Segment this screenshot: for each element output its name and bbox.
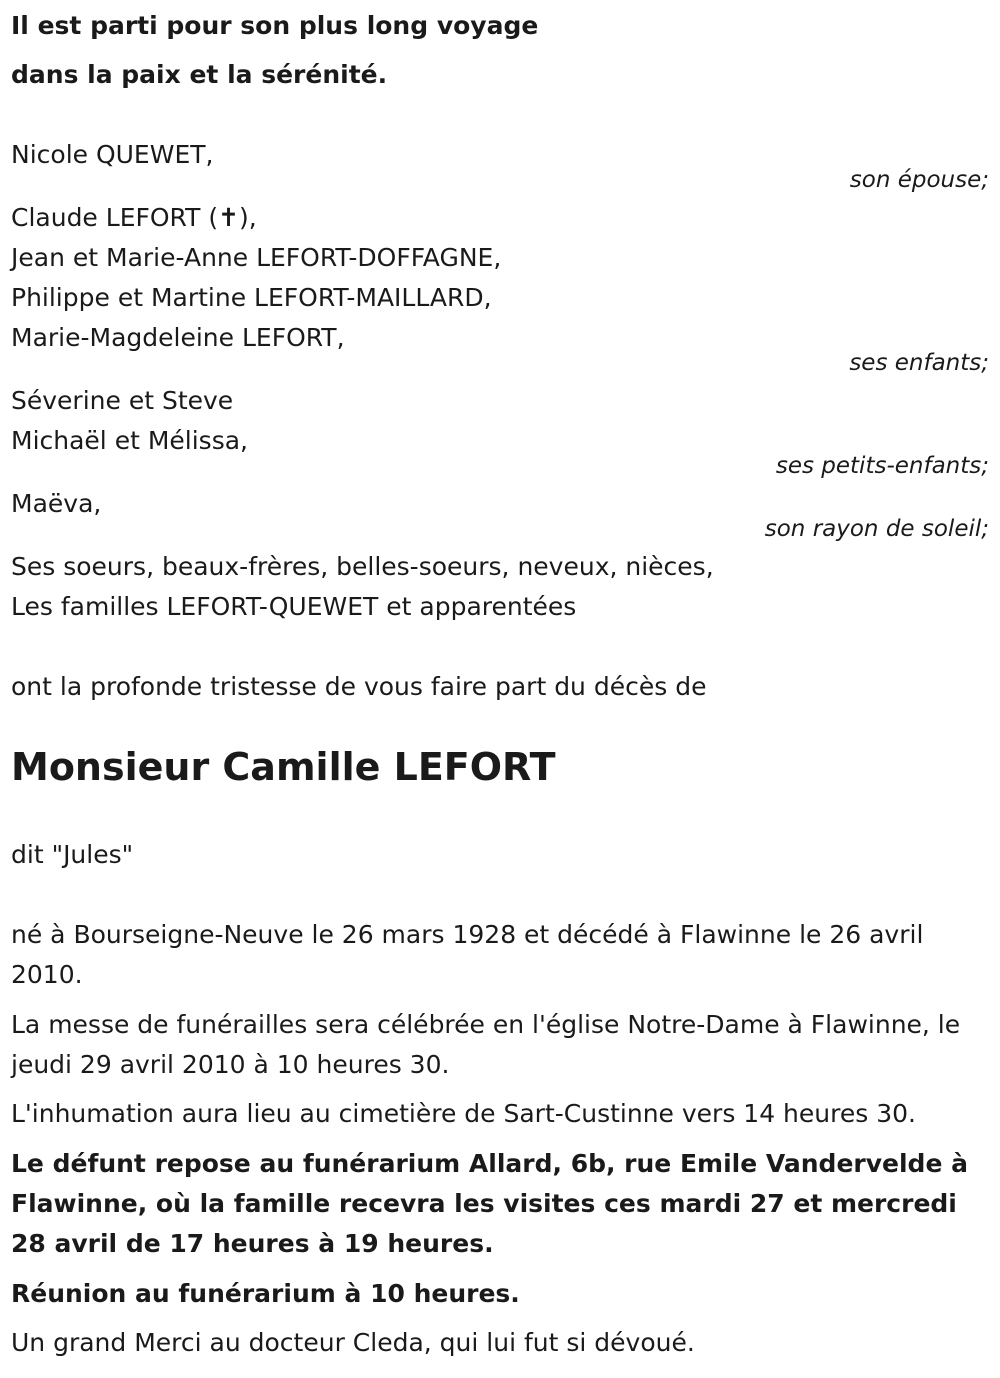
visits-text: Le défunt repose au funérarium Allard, 6b, rue Emile Vandervelde à Flawinne, où la famille recevra les visites ces mardi 27 et mercredi 28 avril de 17 heures à 19 heures. (11, 1149, 968, 1258)
mass-text: La messe de funérailles sera célébrée en l'église Notre-Dame à Flawinne, le jeudi 29 avril 2010 à 10 heures 30. (11, 1010, 961, 1079)
meeting-block (11, 1274, 991, 1314)
visits-block (11, 1144, 991, 1264)
child-line: Claude LEFORT (✝), (11, 203, 257, 232)
nickname-block (11, 835, 991, 875)
heading-line-1: Il est parti pour son plus long voyage (11, 11, 539, 40)
sunshine-name: Maëva, (11, 489, 102, 518)
sunshine-block (11, 484, 991, 542)
spouse-relation: son épouse; (849, 167, 989, 193)
burial-text: L'inhumation aura lieu au cimetière de Sart-Custinne vers 14 heures 30. (11, 1099, 916, 1128)
heading-line-2: dans la paix et la sérénité. (11, 60, 388, 89)
birth-death-block (11, 915, 991, 995)
others-block (11, 547, 991, 627)
birth-death-text: né à Bourseigne-Neuve le 26 mars 1928 et décédé à Flawinne le 26 avril 2010. (11, 920, 924, 989)
child-line: Marie-Magdeleine LEFORT, (11, 323, 345, 352)
grandchildren-block (11, 381, 991, 479)
mass-block (11, 1005, 991, 1085)
grandchildren-relation: ses petits-enfants; (775, 453, 989, 479)
grandchild-line: Séverine et Steve (11, 386, 234, 415)
children-relation: ses enfants; (849, 350, 989, 376)
announcement-text: ont la profonde tristesse de vous faire part du décès de (11, 672, 707, 701)
others-line: Les familles LEFORT-QUEWET et apparentées (11, 592, 577, 621)
burial-block (11, 1094, 991, 1134)
children-block (11, 198, 991, 376)
sunshine-relation: son rayon de soleil; (764, 516, 989, 542)
announcement (11, 667, 991, 707)
meeting-text: Réunion au funérarium à 10 heures. (11, 1279, 520, 1308)
grandchild-line: Michaël et Mélissa, (11, 426, 248, 455)
child-line: Philippe et Martine LEFORT-MAILLARD, (11, 283, 492, 312)
others-line: Ses soeurs, beaux-frères, belles-soeurs, neveux, nièces, (11, 552, 714, 581)
spouse-block (11, 135, 991, 193)
spouse-name: Nicole QUEWET, (11, 140, 214, 169)
deceased-nickname: dit "Jules" (11, 840, 134, 869)
thanks-block (11, 1323, 991, 1363)
child-line: Jean et Marie-Anne LEFORT-DOFFAGNE, (11, 243, 502, 272)
deceased-name: Monsieur Camille LEFORT (11, 745, 556, 789)
thanks-text: Un grand Merci au docteur Cleda, qui lui fut si dévoué. (11, 1328, 695, 1357)
